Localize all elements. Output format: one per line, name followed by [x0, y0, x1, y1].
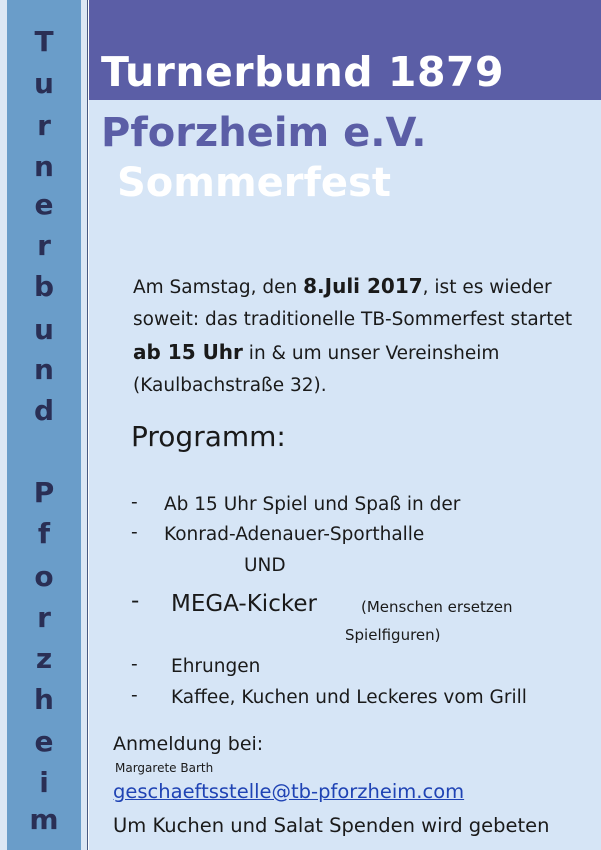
vertical-letter: T — [34, 25, 54, 58]
mega-note-line-2: Spielfiguren) — [345, 626, 441, 644]
program-item-1: Ab 15 Uhr Spiel und Spaß in der — [164, 494, 461, 515]
vertical-letter: r — [37, 109, 51, 142]
vertical-letter: P — [33, 476, 55, 509]
vertical-letter: b — [33, 270, 55, 303]
event-title: Sommerfest — [117, 160, 391, 206]
title-band — [89, 0, 601, 100]
vertical-letter: u — [34, 313, 54, 346]
event-time: ab 15 Uhr — [133, 340, 243, 364]
closing-note: Um Kuchen und Salat Spenden wird gebeten — [113, 814, 550, 837]
intro-text-2: , ist es wieder soweit: das traditionelle TB-Sommerfest startet — [133, 277, 573, 330]
vertical-letter: e — [34, 188, 54, 221]
vertical-letter: n — [34, 150, 54, 183]
vertical-letter: i — [39, 766, 49, 799]
intro-text-3: in & um unser Vereinsheim (Kaulbachstraße 32). — [133, 343, 500, 396]
vertical-letter: e — [34, 725, 54, 758]
program-heading: Programm: — [131, 420, 286, 453]
vertical-letter: z — [35, 642, 53, 675]
list-dash: - — [131, 685, 138, 706]
vertical-letter: o — [34, 560, 54, 593]
event-date: 8.Juli 2017 — [303, 274, 423, 298]
list-dash: - — [131, 654, 138, 675]
program-item-mega: MEGA-Kicker — [171, 591, 317, 617]
flyer-main — [89, 0, 601, 850]
intro-paragraph — [133, 270, 583, 402]
club-title: Turnerbund 1879 — [101, 48, 505, 96]
vertical-letter: r — [37, 229, 51, 262]
vertical-banner — [7, 0, 81, 850]
vertical-letter: h — [34, 683, 54, 716]
contact-person: Margarete Barth — [115, 761, 214, 775]
program-item-5: Kaffee, Kuchen und Leckeres vom Grill — [171, 687, 527, 708]
intro-text-1: Am Samstag, den — [133, 277, 304, 298]
program-item-2: Konrad-Adenauer-Sporthalle — [164, 524, 425, 545]
program-item-4: Ehrungen — [171, 656, 261, 677]
registration-label: Anmeldung bei: — [113, 733, 264, 755]
program-und: UND — [244, 555, 286, 576]
vertical-letter: m — [29, 803, 59, 836]
contact-email-link[interactable]: geschaeftsstelle@tb-pforzheim.com — [113, 780, 465, 803]
list-dash: - — [131, 492, 138, 513]
mega-note-line-1: (Menschen ersetzen — [361, 598, 513, 616]
club-subtitle: Pforzheim e.V. — [101, 110, 427, 156]
vertical-letter: d — [33, 394, 55, 427]
vertical-letter: n — [34, 353, 54, 386]
list-dash: - — [131, 522, 138, 543]
vertical-letter: f — [37, 517, 51, 550]
list-dash: - — [131, 588, 140, 614]
vertical-sidebar — [0, 0, 88, 850]
vertical-letter: r — [37, 601, 51, 634]
vertical-letter: u — [34, 67, 54, 100]
